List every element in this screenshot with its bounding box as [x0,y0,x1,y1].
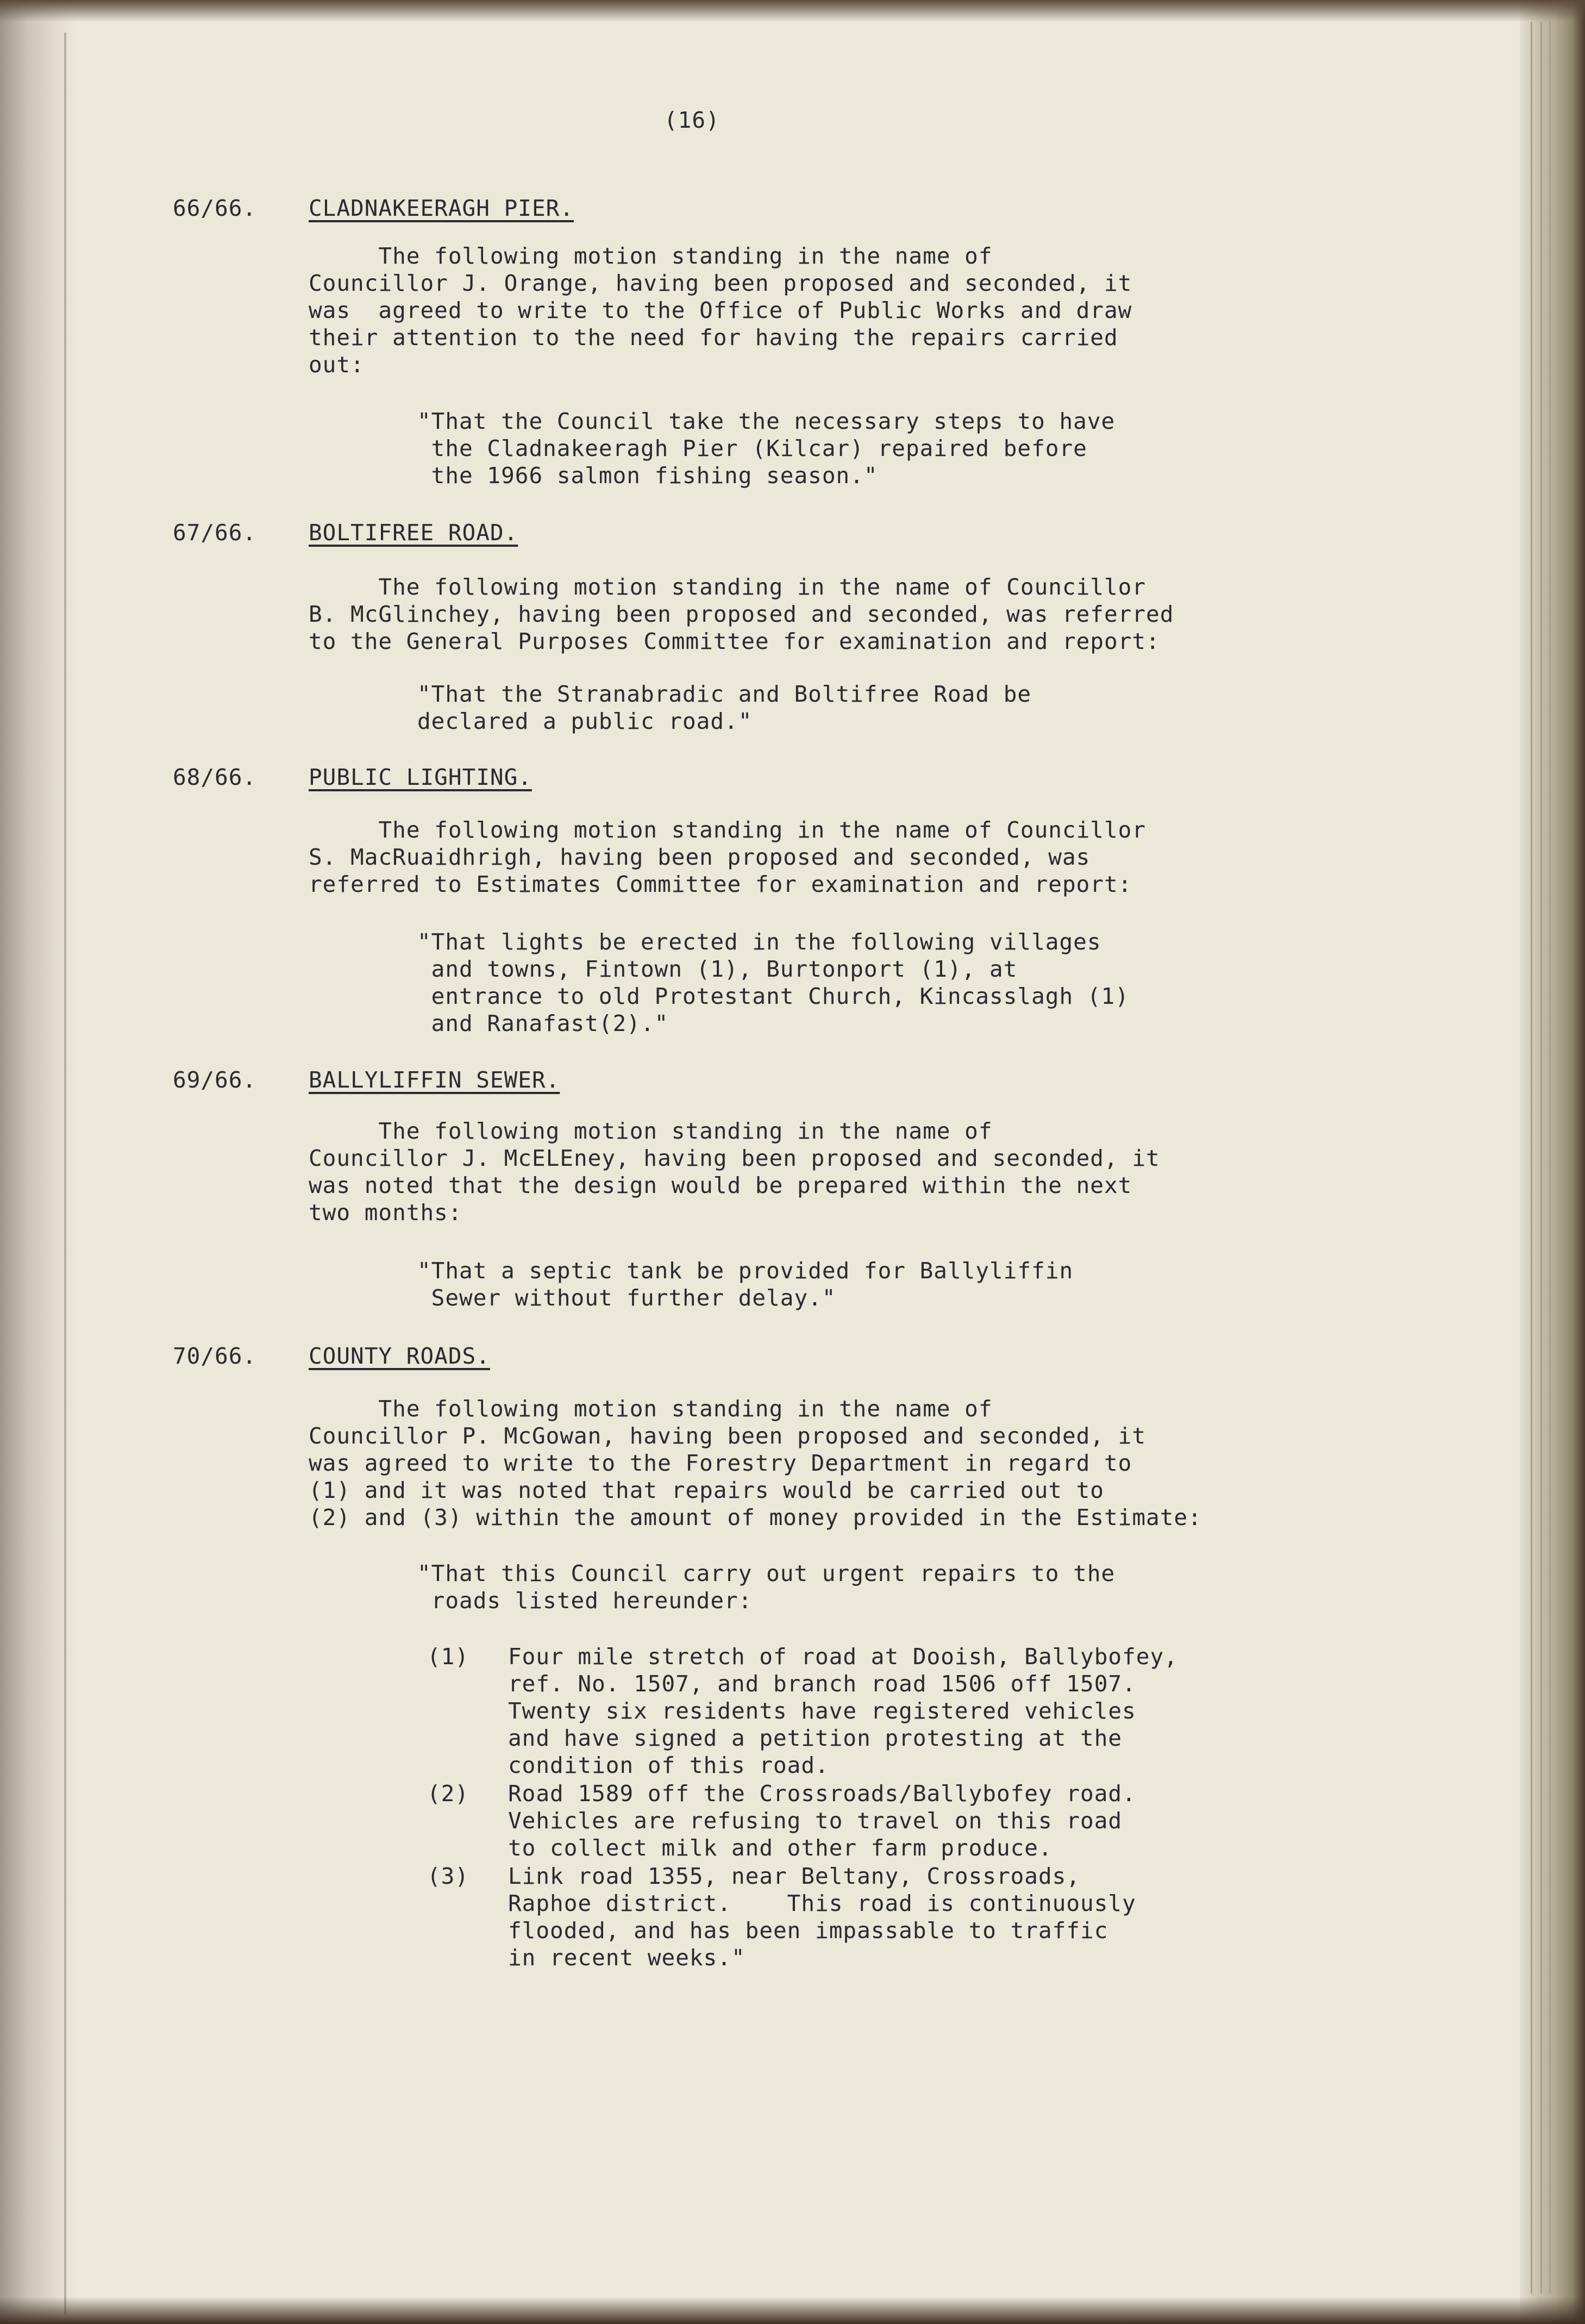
body-line: was agreed to write to the Office of Public Works and draw [309,297,1132,323]
body-line: Councillor P. McGowan, having been proposed and seconded, it [309,1423,1147,1449]
body-line: their attention to the need for having the repairs carried [309,324,1118,351]
list-item-line: Link road 1355, near Beltany, Crossroads, [508,1863,1081,1889]
list-marker: (2) [427,1781,469,1807]
list-item-line: ref. No. 1507, and branch road 1506 off 1507. [508,1671,1136,1697]
minute-heading: CLADNAKEERAGH PIER. [309,195,574,221]
quote-line: the Cladnakeeragh Pier (Kilcar) repaired before [417,435,1087,461]
list-item-line: and have signed a petition protesting at the [508,1725,1123,1751]
quote-line: and towns, Fintown (1), Burtonport (1), at [417,956,1018,982]
body-line: The following motion standing in the name of [309,1118,993,1144]
body-line: The following motion standing in the name of [309,1396,993,1422]
list-item-line: in recent weeks." [508,1945,745,1971]
minute-number: 67/66. [173,520,257,546]
list-item-line: Twenty six residents have registered vehicles [508,1698,1136,1724]
minute-number: 69/66. [173,1067,257,1093]
body-line: referred to Estimates Committee for examination and report: [309,871,1132,897]
body-line: out: [309,352,365,378]
body-line: S. MacRuaidhrigh, having been proposed and seconded, was [309,844,1091,870]
quote-line: "That this Council carry out urgent repairs to the [417,1560,1116,1586]
quote-line: entrance to old Protestant Church, Kincasslagh (1) [417,983,1129,1009]
binding-crease [64,33,66,2315]
list-item-line: Vehicles are refusing to travel on this road [508,1808,1123,1834]
minute-number: 70/66. [173,1343,257,1369]
body-line: (1) and it was noted that repairs would be carried out to [309,1477,1104,1503]
body-line: Councillor J. McELEney, having been proposed and seconded, it [309,1145,1160,1171]
minute-number: 68/66. [173,764,257,790]
list-item-line: Road 1589 off the Crossroads/Ballybofey road. [508,1781,1136,1807]
list-item-line: flooded, and has been impassable to traffic [508,1917,1108,1944]
body-line: was agreed to write to the Forestry Department in regard to [309,1450,1132,1476]
list-marker: (1) [427,1644,469,1670]
body-line: Councillor J. Orange, having been proposed and seconded, it [309,270,1132,296]
minute-number: 66/66. [173,195,257,221]
quote-line: "That the Stranabradic and Boltifree Road be [417,681,1032,707]
quote-line: "That lights be erected in the following villages [417,929,1101,955]
body-line: The following motion standing in the name of [309,243,993,269]
page-number: (16) [664,107,720,133]
body-line: to the General Purposes Committee for examination and report: [309,628,1160,654]
page-stack-edge [1520,0,1585,2324]
minute-heading: BALLYLIFFIN SEWER. [309,1067,560,1093]
list-item-line: Raphoe district. This road is continuously [508,1890,1136,1916]
quote-line: Sewer without further delay." [417,1285,836,1311]
minute-heading: PUBLIC LIGHTING. [309,764,532,790]
body-line: The following motion standing in the name of Councillor [309,817,1147,843]
body-line: two months: [309,1200,462,1226]
top-shadow [0,0,1585,22]
quote-line: roads listed hereunder: [417,1588,753,1614]
body-line: B. McGlinchey, having been proposed and seconded, was referred [309,601,1174,627]
quote-line: "That the Council take the necessary steps to have [417,408,1116,434]
body-line: The following motion standing in the name of Councillor [309,574,1147,600]
list-marker: (3) [427,1863,469,1889]
quote-line: and Ranafast(2)." [417,1010,669,1036]
minute-heading: BOLTIFREE ROAD. [309,520,518,546]
list-item-line: to collect milk and other farm produce. [508,1835,1053,1861]
quote-line: "That a septic tank be provided for Ballyliffin [417,1258,1074,1284]
quote-line: the 1966 salmon fishing season." [417,463,878,489]
body-line: was noted that the design would be prepared within the next [309,1172,1132,1198]
minute-heading: COUNTY ROADS. [309,1343,490,1369]
list-item-line: condition of this road. [508,1752,829,1778]
list-item-line: Four mile stretch of road at Dooish, Ballybofey, [508,1644,1178,1670]
bottom-shadow [0,2297,1585,2324]
body-line: (2) and (3) within the amount of money provided in the Estimate: [309,1504,1202,1530]
quote-line: declared a public road." [417,708,753,734]
